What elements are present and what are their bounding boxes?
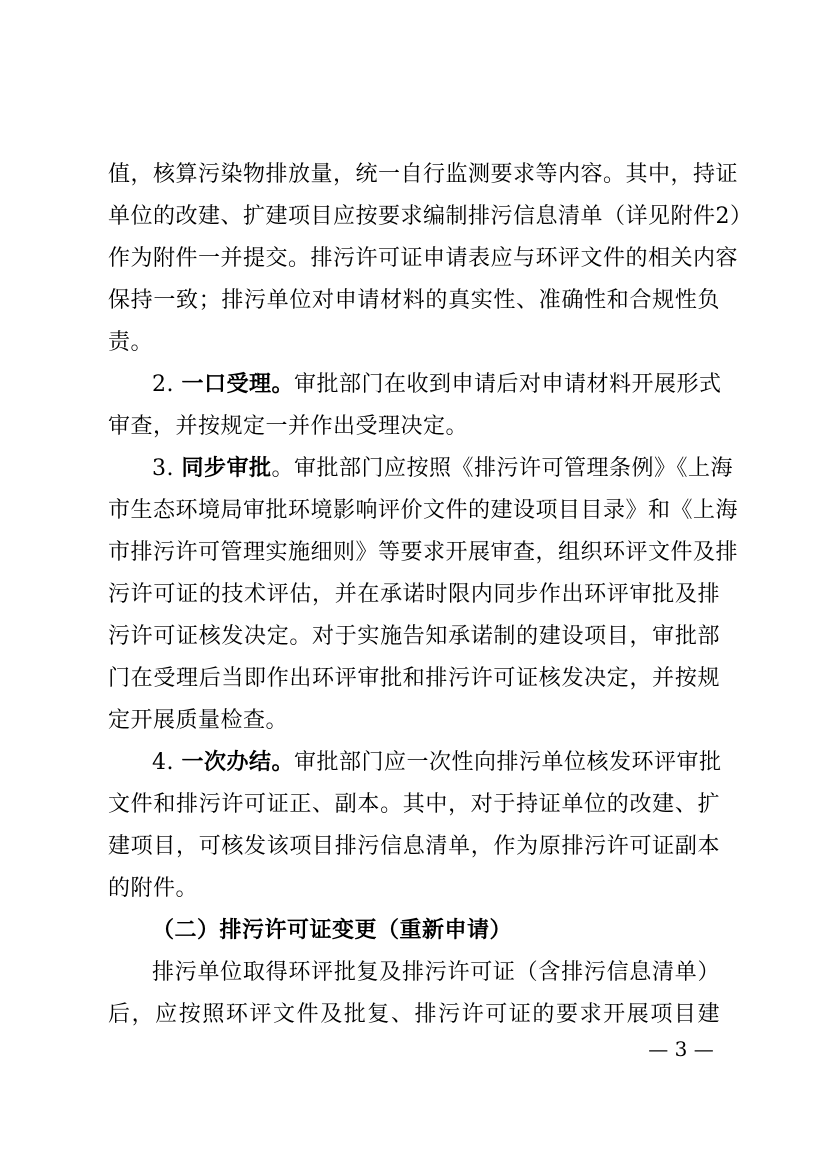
item-2-text: 审批部门在收到申请后对申请材料开展形式 — [294, 372, 722, 397]
paragraph-line: 门在受理后当即作出环评审批和排污许可证核发决定，并按规 — [108, 666, 720, 691]
paragraph-line: 单位的改建、扩建项目应按要求编制排污信息清单（详见附件2） — [108, 204, 753, 229]
paragraph-line: 定开展质量检查。 — [108, 708, 289, 733]
page-number: — 3 — — [648, 1037, 714, 1061]
item-3-text: 。审批部门应按照《排污许可管理条例》《上海 — [271, 456, 734, 481]
item-3-number: 3. — [152, 456, 174, 481]
paragraph-line: 保持一致；排污单位对申请材料的真实性、准确性和合规性负 — [108, 288, 720, 313]
section-heading: （二）排污许可证变更（重新申请） — [152, 918, 513, 943]
paragraph-line: 责。 — [108, 330, 154, 355]
paragraph-line: 污许可证核发决定。对于实施告知承诺制的建设项目，审批部 — [108, 624, 720, 649]
paragraph-line: 文件和排污许可证正、副本。其中，对于持证单位的改建、扩 — [108, 792, 720, 817]
paragraph-line: 审查，并按规定一并作出受理决定。 — [108, 414, 469, 439]
paragraph-line: 的附件。 — [108, 876, 199, 901]
item-4-number: 4. — [152, 750, 174, 775]
paragraph-line: 排污单位取得环评批复及排污许可证（含排污信息清单） — [152, 960, 720, 985]
paragraph-line: 污许可证的技术评估，并在承诺时限内同步作出环评审批及排 — [108, 582, 720, 607]
paragraph-line: 市生态环境局审批环境影响评价文件的建设项目目录》和《上海 — [108, 498, 739, 523]
item-2-title: 一口受理。 — [181, 372, 295, 397]
item-2-first-line — [152, 367, 720, 403]
paragraph-line: 作为附件一并提交。排污许可证申请表应与环评文件的相关内容 — [108, 246, 739, 271]
item-4-first-line — [152, 745, 720, 781]
paragraph-line: 后，应按照环评文件及批复、排污许可证的要求开展项目建 — [108, 1002, 720, 1027]
paragraph-line: 建项目，可核发该项目排污信息清单，作为原排污许可证副本 — [108, 834, 720, 859]
item-3-first-line — [152, 451, 734, 487]
paragraph-line: 市排污许可管理实施细则》等要求开展审查，组织环评文件及排 — [108, 540, 739, 565]
item-2-number: 2. — [152, 372, 174, 397]
item-4-text: 审批部门应一次性向排污单位核发环评审批 — [294, 750, 722, 775]
item-3-title: 同步审批 — [181, 456, 272, 481]
paragraph-line: 值，核算污染物排放量，统一自行监测要求等内容。其中，持证 — [108, 162, 739, 187]
item-4-title: 一次办结。 — [181, 750, 295, 775]
